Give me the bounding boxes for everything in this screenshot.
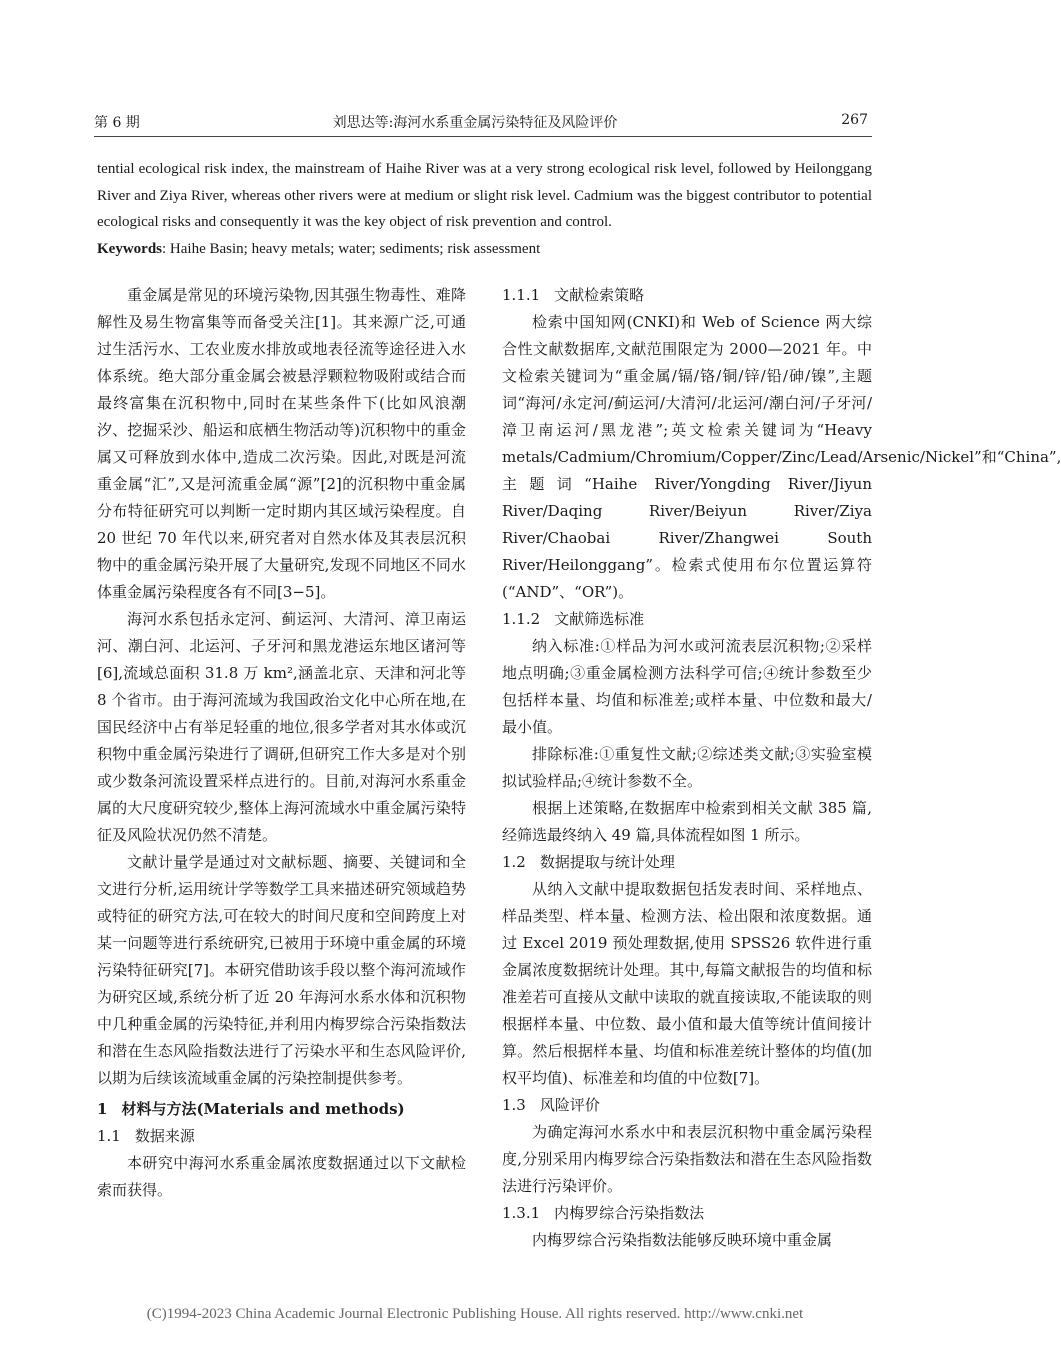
- subsection-heading: [97, 1123, 466, 1150]
- paragraph: 为确定海河水系水中和表层沉积物中重金属污染程度,分别采用内梅罗综合污染指数法和潜在生态风险指数法进行污染评价。: [502, 1123, 872, 1195]
- subsection-heading: [502, 1092, 872, 1119]
- subsection-title: 文献筛选标准: [554, 610, 645, 628]
- keywords-line: [97, 236, 872, 263]
- paragraph: 根据上述策略,在数据库中检索到相关文献 385 篇,经筛选最终纳入 49 篇,具体流程如图 1 所示。: [502, 799, 872, 844]
- subsection-number: 1.2: [502, 853, 526, 871]
- paragraph: 海河水系包括永定河、蓟运河、大清河、漳卫南运河、潮白河、北运河、子牙河和黑龙港运东地区诸河等[6],流域总面积 31.8 万 km²,涵盖北京、天津和河北等 8 个省市。由于海河流域为我国政治文化中心所在地,在国民经济中占有举足轻重的地位,很多学者对其水体或沉积物中重金属污染进行了调研,但研究工作大多是对个别或少数条河流设置采样点进行的。目前,对海河水系重金属的大尺度研究较少,整体上海河流域水中重金属污染特征及风险状况仍然不清楚。: [97, 610, 466, 844]
- paragraph: 重金属是常见的环境污染物,因其强生物毒性、难降解性及易生物富集等而备受关注[1]。其来源广泛,可通过生活污水、工农业废水排放或地表径流等途径进入水体系统。绝大部分重金属会被悬浮颗粒物吸附或结合而最终富集在沉积物中,同时在某些条件下(比如风浪潮汐、挖掘采沙、船运和底栖生物活动等)沉积物中的重金属又可释放到水体中,造成二次污染。因此,对既是河流重金属“汇”,又是河流重金属“源”[2]的沉积物中重金属分布特征研究可以判断一定时期内其区域污染程度。自 20 世纪 70 年代以来,研究者对自然水体及其表层沉积物中的重金属污染开展了大量研究,发现不同地区不同水体重金属污染程度各有不同[3−5]。: [97, 286, 466, 601]
- abstract-block: [97, 156, 872, 262]
- subsection-title: 文献检索策略: [554, 286, 645, 304]
- paragraph: 从纳入文献中提取数据包括发表时间、采样地点、样品类型、样本量、检测方法、检出限和浓度数据。通过 Excel 2019 预处理数据,使用 SPSS26 软件进行重金属浓度数据统计处理。其中,每篇文献报告的均值和标准差若可直接从文献中读取的就直接读取,不能读取的则根据样本量、中位数、最小值和最大值等统计值间接计算。然后根据样本量、均值和标准差统计整体的均值(加权平均值)、标准差和均值的中位数[7]。: [502, 880, 872, 1087]
- subsection-title: 数据来源: [134, 1127, 195, 1145]
- right-column: [502, 282, 1061, 1254]
- section-title: 材料与方法(Materials and methods): [121, 1100, 405, 1118]
- subsection-heading: [502, 282, 872, 309]
- running-title: 刘思达等:海河水系重金属污染特征及风险评价: [332, 115, 618, 131]
- keywords-label: Keywords: [97, 240, 162, 257]
- subsection-number: 1.3.1: [502, 1204, 541, 1222]
- abstract-text: tential ecological risk index, the mainstream of Haihe River was at a very strong ecological risk level, followed by Heilonggang River and Ziya River, whereas other rivers were at medium or slight risk level. Cadmium was the biggest contributor to potential ecological risks and consequently it was the key object of risk prevention and control.: [97, 161, 872, 230]
- paragraph: 排除标准:①重复性文献;②综述类文献;③实验室模拟试验样品;④统计参数不全。: [502, 745, 872, 790]
- paragraph: 文献计量学是通过对文献标题、摘要、关键词和全文进行分析,运用统计学等数学工具来描述研究领域趋势或特征的研究方法,可在较大的时间尺度和空间跨度上对某一问题等进行系统研究,已被用于环境中重金属的环境污染特征研究[7]。本研究借助该手段以整个海河流域作为研究区域,系统分析了近 20 年海河水系水体和沉积物中几种重金属的污染特征,并利用内梅罗综合污染指数法和潜在生态风险指数法进行了污染水平和生态风险评价,以期为后续该流域重金属的污染控制提供参考。: [97, 853, 466, 1087]
- paragraph: 检索中国知网(CNKI)和 Web of Science 两大综合性文献数据库,文献范围限定为 2000—2021 年。中文检索关键词为“重金属/镉/铬/铜/锌/铅/砷/镍”,主题词“海河/永定河/蓟运河/大清河/北运河/潮白河/子牙河/漳卫南运河/黑龙港”;英文检索关键词为“Heavy metals/Cadmium/Chromium/Copper/Zinc/Lead/Arsenic/Nickel”和“China”,主题词“Haihe River/Yongding River/Jiyun River/Daqing River/Beiyun River/Ziya River/Chaobai River/Zhangwei South River/Heilonggang”。检索式使用布尔位置运算符(“AND”、“OR”)。: [502, 313, 1061, 601]
- paragraph: 纳入标准:①样品为河水或河流表层沉积物;②采样地点明确;③重金属检测方法科学可信;④统计参数至少包括样本量、均值和标准差;或样本量、中位数和最大/最小值。: [502, 637, 872, 736]
- keywords-sep: :: [162, 240, 167, 257]
- subsection-number: 1.1.2: [502, 610, 541, 628]
- subsection-title: 风险评价: [539, 1096, 600, 1114]
- paragraph: 内梅罗综合污染指数法能够反映环境中重金属: [532, 1231, 833, 1249]
- subsection-heading: [502, 1200, 872, 1227]
- subsection-number: 1.3: [502, 1096, 526, 1114]
- paragraph: 本研究中海河水系重金属浓度数据通过以下文献检索而获得。: [97, 1154, 466, 1199]
- keywords-text: Haihe Basin; heavy metals; water; sediments; risk assessment: [169, 240, 541, 257]
- copyright-footer: (C)1994-2023 China Academic Journal Electronic Publishing House. All rights reserved. http://www.cnki.net: [146, 1306, 804, 1322]
- left-column: [97, 282, 466, 1204]
- page-number: 267: [841, 112, 868, 128]
- subsection-number: 1.1: [97, 1127, 121, 1145]
- subsection-title: 内梅罗综合污染指数法: [554, 1204, 705, 1222]
- section-heading: [97, 1096, 466, 1123]
- subsection-title: 数据提取与统计处理: [539, 853, 675, 871]
- header-rule: [94, 136, 872, 137]
- issue-label: 第 6 期: [94, 115, 140, 131]
- subsection-heading: [502, 606, 872, 633]
- section-number: 1: [97, 1100, 108, 1118]
- subsection-number: 1.1.1: [502, 286, 541, 304]
- subsection-heading: [502, 849, 872, 876]
